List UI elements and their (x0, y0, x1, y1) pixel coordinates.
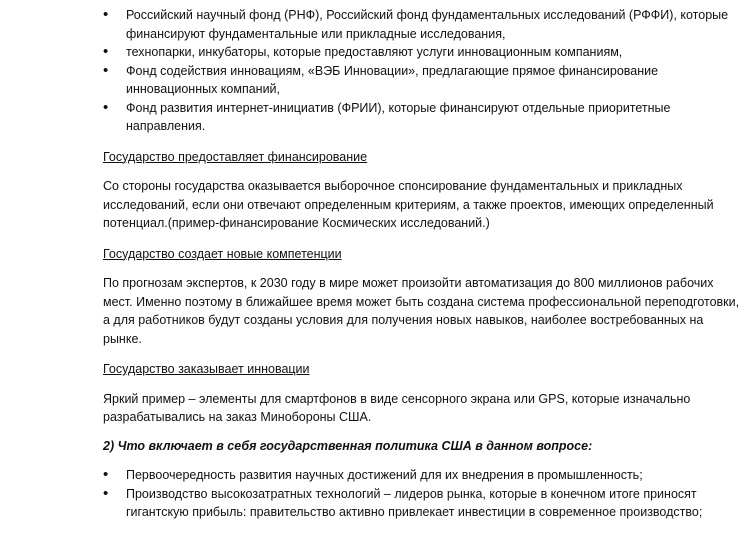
section-text-competencies: По прогнозам экспертов, к 2030 году в мире может произойти автоматизация до 800 миллионов рабочих мест. Именно поэтому в ближайшее время может быть создана система профессиональной переподготовки, а для работников будут созданы условия для получения новых навыков, наиболее востребованных на рынке. (103, 276, 740, 346)
list-item: • Фонд развития интернет-инициатив (ФРИИ), которые финансируют отдельные приоритетные направления. (103, 99, 743, 136)
section-text-innovation-orders: Яркий пример – элементы для смартфонов в виде сенсорного экрана или GPS, которые изначально разрабатывались на заказ Минобороны США. (103, 391, 691, 424)
question-heading: 2) Что включает в себя государственная политика США в данном вопросе: (103, 438, 593, 453)
section-heading-competencies: Государство создает новые компетенции (103, 246, 342, 261)
us-policy-list (103, 466, 743, 522)
section-heading-financing: Государство предоставляет финансирование (103, 149, 368, 164)
list-item: • Производство высокозатратных технологий – лидеров рынка, которые в конечном итоге приносят гигантскую прибыль: правительство активно привлекает инвестиции в современное производство; (103, 485, 743, 522)
funding-institutions-list (103, 6, 743, 136)
list-item: • технопарки, инкубаторы, которые предоставляют услуги инновационным компаниям, (103, 43, 743, 62)
document-page (103, 6, 743, 522)
section-heading-innovation-orders: Государство заказывает инновации (103, 362, 310, 376)
list-item: • Первоочередность развития научных достижений для их внедрения в промышленность; (103, 466, 743, 485)
section-text-financing: Со стороны государства оказывается выборочное спонсирование фундаментальных и прикладных исследований, если они отвечают определенным критериям, а также проектов, имеющих определенный потенциал.(пример-финансирование Космических исследований.) (103, 179, 714, 230)
list-item: • Фонд содействия инновациям, «ВЭБ Инновации», предлагающие прямое финансирование инновационных компаний, (103, 62, 743, 99)
list-item: • Российский научный фонд (РНФ), Российский фонд фундаментальных исследований (РФФИ), которые финансируют фундаментальные или прикладные исследования, (103, 6, 743, 43)
